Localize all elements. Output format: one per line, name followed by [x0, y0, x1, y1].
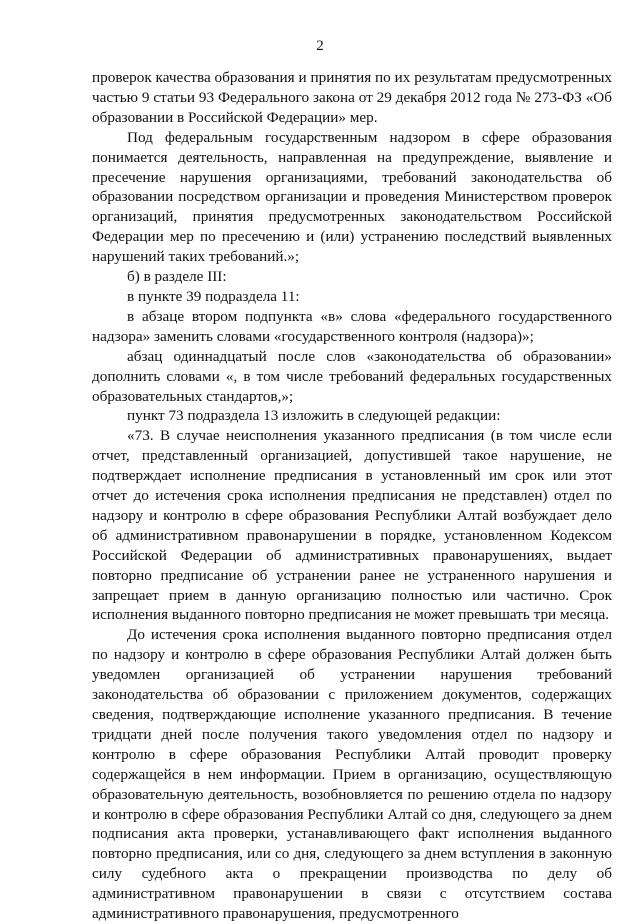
page-number: 2 — [316, 38, 324, 54]
paragraph: б) в разделе III: — [127, 268, 227, 286]
paragraph: в абзаце втором подпункта «в» слова «федерального государственного надзора» заменить словами «государственного контроля (надзора)»; — [92, 307, 612, 345]
paragraph: проверок качества образования и принятия по их результатам предусмотренных частью 9 статьи 93 Федерального закона от 29 декабря 2012 года № 273-ФЗ «Об образовании в Российской Федерации» мер. — [92, 69, 612, 126]
paragraph: в пункте 39 подраздела 11: — [127, 287, 300, 305]
paragraph: пункт 73 подраздела 13 изложить в следующей редакции: — [127, 407, 501, 425]
paragraph: «73. В случае неисполнения указанного предписания (в том числе если отчет, представленный организацией, допустившей такое нарушение, не подтверждает исполнение предписания в установленный им срок или этот отчет до истечения срока исполнения предписания не представлен) отдел по надзору и контролю в сфере образования Республики Алтай возбуждает дело об административном правонарушении в порядке, установленном Кодексом Российской Федерации об административных правонарушениях, выдает повторно предписание об устранении ранее не устраненного нарушения и запрещает прием в данную организацию полностью или частично. Срок исполнения выданного повторно предписания не может превышать три месяца. — [92, 427, 612, 624]
paragraph: абзац одиннадцатый после слов «законодательства об образовании» дополнить словами «, в том числе требований федеральных государственных образовательных стандартов,»; — [92, 347, 612, 405]
paragraph: Под федеральным государственным надзором в сфере образования понимается деятельность, направленная на предупреждение, выявление и пресечение нарушения организациями, требований законодательства об образовании посредством организации и проведения Министерством проверок организаций, принятия предусмотренных законодательством Российской Федерации мер по пресечению и (или) устранению последствий выявленных нарушений таких требований.»; — [92, 128, 612, 266]
document-body — [92, 68, 612, 924]
paragraph: До истечения срока исполнения выданного повторно предписания отдел по надзору и контролю в сфере образования Республики Алтай должен быть уведомлен организацией об устранении нарушения требований законодательства об образовании с приложением документов, содержащих сведения, подтверждающие исполнение указанного предписания. В течение тридцати дней после получения такого уведомления отдел по надзору и контролю в сфере образования Республики Алтай проводит проверку содержащейся в нем информации. Прием в организацию, осуществляющую образовательную деятельность, возобновляется по решению отдела по надзору и контролю в сфере образования Республики Алтай со дня, следующего за днем подписания акта проверки, устанавливающего факт исполнения выданного повторно предписания, или со дня, следующего за днем вступления в законную силу судебного акта о прекращении производства по делу об административном правонарушении в связи с отсутствием состава административного правонарушения, предусмотренного — [92, 626, 612, 923]
